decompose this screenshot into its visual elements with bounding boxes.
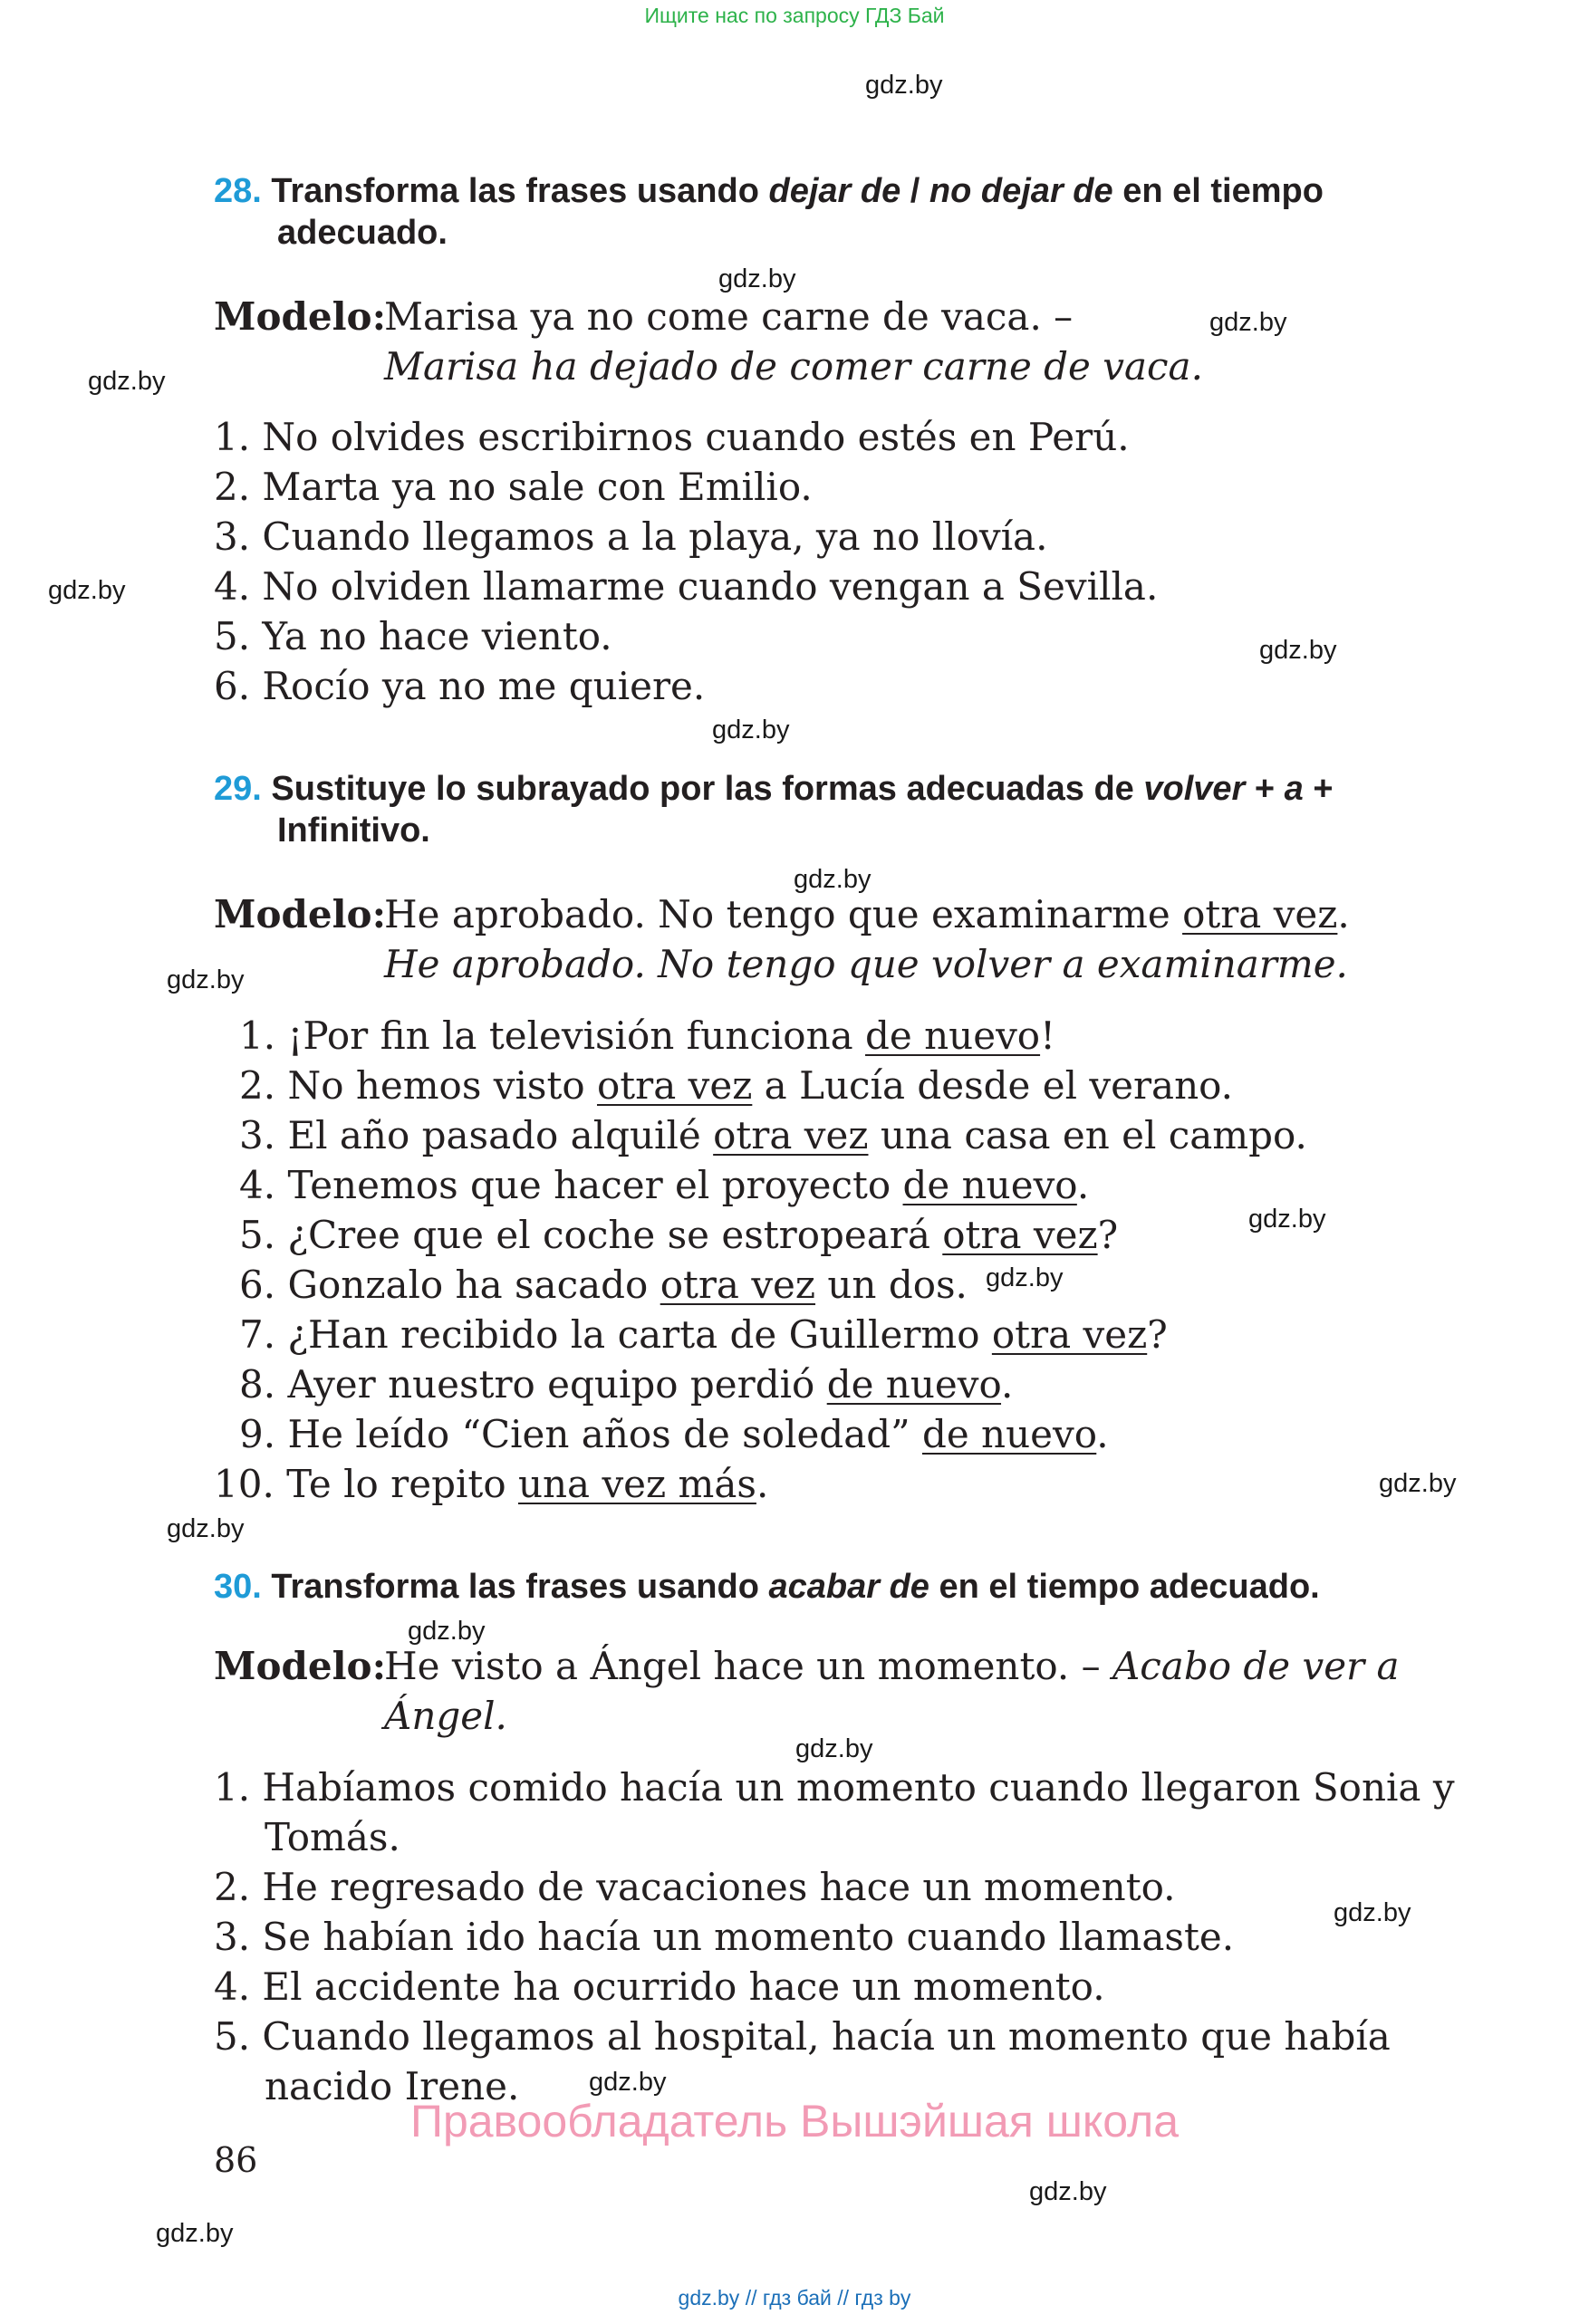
title-text: en el tiempo	[1112, 172, 1324, 210]
modelo-sentence	[384, 892, 1350, 936]
list-item	[239, 1312, 1168, 1357]
sentence-text: He visto a Ángel hace un momento. –	[384, 1644, 1112, 1688]
item-number: 4.	[239, 1163, 276, 1207]
list-item	[239, 1163, 1089, 1207]
footer-links[interactable]: gdz.by // гдз бай // гдз by	[678, 2286, 911, 2310]
underlined-phrase: de nuevo	[902, 1163, 1077, 1207]
exercise-28-title-line2: adecuado.	[277, 214, 448, 252]
list-item-continuation: Tomás.	[265, 1815, 400, 1859]
page-number: 86	[214, 2140, 258, 2180]
title-emphasis: acabar de	[768, 1568, 929, 1606]
item-number: 5.	[239, 1213, 276, 1257]
list-item	[239, 1063, 1233, 1108]
item-text: Te lo repito	[286, 1462, 518, 1506]
item-text: ¿Han recibido la carta de Guillermo	[287, 1312, 992, 1357]
item-number: 9.	[239, 1412, 276, 1456]
list-item: 4. No olviden llamarme cuando vengan a Sevilla.	[214, 564, 1159, 609]
list-item: 5. Cuando llegamos al hospital, hacía un momento que había	[214, 2014, 1391, 2059]
watermark: gdz.by	[794, 865, 872, 894]
underlined-phrase: de nuevo	[865, 1013, 1041, 1058]
title-text: /	[900, 172, 929, 210]
title-emphasis: a	[1284, 770, 1304, 808]
item-text: un dos.	[815, 1263, 968, 1307]
exercise-number: 29.	[214, 770, 262, 808]
modelo-answer: Marisa ha dejado de comer carne de vaca.	[384, 344, 1203, 389]
title-text: Sustituye lo subrayado por las formas adecuadas de	[271, 770, 1144, 808]
modelo-sentence	[384, 1644, 1400, 1688]
underlined-phrase: de nuevo	[826, 1362, 1002, 1407]
title-emphasis: no dejar de	[929, 172, 1113, 210]
list-item	[239, 1113, 1307, 1157]
underlined-phrase: otra vez	[713, 1113, 869, 1157]
list-item: 2. Marta ya no sale con Emilio.	[214, 465, 813, 509]
watermark: gdz.by	[48, 576, 126, 605]
exercise-29-title-line2: Infinitivo.	[277, 811, 430, 850]
exercise-29-title	[214, 765, 1334, 812]
underlined-phrase: otra vez	[942, 1213, 1098, 1257]
list-item	[239, 1263, 968, 1307]
list-item	[239, 1362, 1013, 1407]
item-text: .	[1076, 1163, 1090, 1207]
title-emphasis: dejar de	[768, 172, 901, 210]
list-item: 1. Habíamos comido hacía un momento cuando llegaron Sonia y	[214, 1765, 1455, 1810]
title-text: +	[1245, 770, 1285, 808]
list-item	[214, 1462, 768, 1506]
watermark: gdz.by	[589, 2068, 667, 2097]
watermark: gdz.by	[156, 2219, 234, 2248]
watermark: gdz.by	[712, 715, 790, 744]
list-item: 3. Cuando llegamos a la playa, ya no llovía.	[214, 514, 1048, 559]
list-item: 2. He regresado de vacaciones hace un momento.	[214, 1865, 1176, 1909]
item-text: Tenemos que hacer el proyecto	[287, 1163, 903, 1207]
item-number: 6.	[239, 1263, 276, 1307]
list-item: 4. El accidente ha ocurrido hace un momento.	[214, 1964, 1105, 2009]
watermark: gdz.by	[1248, 1205, 1326, 1234]
underlined-phrase: otra vez	[991, 1312, 1148, 1357]
title-text: +	[1303, 770, 1334, 808]
watermark: gdz.by	[167, 1514, 245, 1543]
watermark: gdz.by	[1209, 308, 1287, 337]
title-text: Transforma las frases usando	[271, 1568, 769, 1606]
watermark: gdz.by	[88, 367, 166, 396]
title-emphasis: volver	[1143, 770, 1246, 808]
item-text: .	[1096, 1412, 1109, 1456]
item-text: .	[1001, 1362, 1014, 1407]
watermark: gdz.by	[167, 965, 245, 994]
underlined-phrase: de nuevo	[921, 1412, 1097, 1456]
underlined-phrase: otra vez	[660, 1263, 816, 1307]
item-number: 2.	[239, 1063, 276, 1108]
exercise-30-title	[214, 1563, 1320, 1610]
exercise-number: 30.	[214, 1568, 262, 1606]
watermark: gdz.by	[1259, 636, 1337, 665]
underlined-phrase: otra vez	[596, 1063, 753, 1108]
item-text: Gonzalo ha sacado	[287, 1263, 660, 1307]
item-text: Ayer nuestro equipo perdió	[287, 1362, 827, 1407]
list-item	[239, 1213, 1118, 1257]
exercise-28-title	[214, 168, 1324, 215]
sentence-text: He aprobado. No tengo que examinarme	[384, 892, 1183, 936]
modelo-label: Modelo:	[214, 294, 387, 339]
item-text: No hemos visto	[287, 1063, 597, 1108]
underlined-phrase: otra vez	[1182, 892, 1338, 936]
title-text: Transforma las frases usando	[271, 172, 769, 210]
watermark: gdz.by	[1379, 1469, 1457, 1498]
exercise-number: 28.	[214, 172, 262, 210]
item-text: a Lucía desde el verano.	[752, 1063, 1234, 1108]
sentence-text: .	[1337, 892, 1350, 936]
item-text: ¡Por fin la televisión funciona	[287, 1013, 866, 1058]
item-text: He leído “Cien años de soledad”	[287, 1412, 922, 1456]
watermark: gdz.by	[865, 71, 943, 100]
list-item: 5. Ya no hace viento.	[214, 614, 612, 658]
title-text: en el tiempo adecuado.	[929, 1568, 1320, 1606]
modelo-label: Modelo:	[214, 1644, 387, 1688]
watermark: gdz.by	[795, 1734, 873, 1763]
item-text: ¿Cree que el coche se estropeará	[287, 1213, 943, 1257]
item-text: ?	[1147, 1312, 1168, 1357]
item-text: una casa en el campo.	[868, 1113, 1307, 1157]
watermark: gdz.by	[1029, 2177, 1107, 2206]
item-text: ?	[1097, 1213, 1119, 1257]
watermark: gdz.by	[718, 264, 796, 293]
list-item: 1. No olvides escribirnos cuando estés en Perú.	[214, 415, 1130, 459]
item-number: 7.	[239, 1312, 276, 1357]
item-text: El año pasado alquilé	[287, 1113, 714, 1157]
list-item	[239, 1412, 1109, 1456]
item-number: 1.	[239, 1013, 276, 1058]
copyright-notice: Правообладатель Вышэйшая школа	[410, 2096, 1179, 2146]
item-text: !	[1040, 1013, 1055, 1058]
list-item	[239, 1013, 1055, 1058]
list-item: 6. Rocío ya no me quiere.	[214, 664, 706, 708]
list-item-continuation: nacido Irene.	[265, 2064, 520, 2108]
modelo-answer: He aprobado. No tengo que volver a examinarme.	[384, 942, 1348, 986]
item-number: 8.	[239, 1362, 276, 1407]
underlined-phrase: una vez más	[517, 1462, 756, 1506]
item-number: 10.	[214, 1462, 274, 1506]
modelo-answer: Acabo de ver a	[1112, 1644, 1400, 1688]
watermark: gdz.by	[986, 1263, 1064, 1292]
watermark: gdz.by	[1334, 1898, 1411, 1927]
item-text: .	[756, 1462, 769, 1506]
watermark: gdz.by	[408, 1617, 486, 1646]
modelo-label: Modelo:	[214, 892, 387, 936]
top-banner: Ищите нас по запросу ГДЗ Бай	[644, 4, 945, 27]
modelo-answer: Ángel.	[384, 1694, 507, 1738]
item-number: 3.	[239, 1113, 276, 1157]
modelo-sentence: Marisa ya no come carne de vaca. –	[384, 294, 1074, 339]
list-item: 3. Se habían ido hacía un momento cuando llamaste.	[214, 1915, 1235, 1959]
